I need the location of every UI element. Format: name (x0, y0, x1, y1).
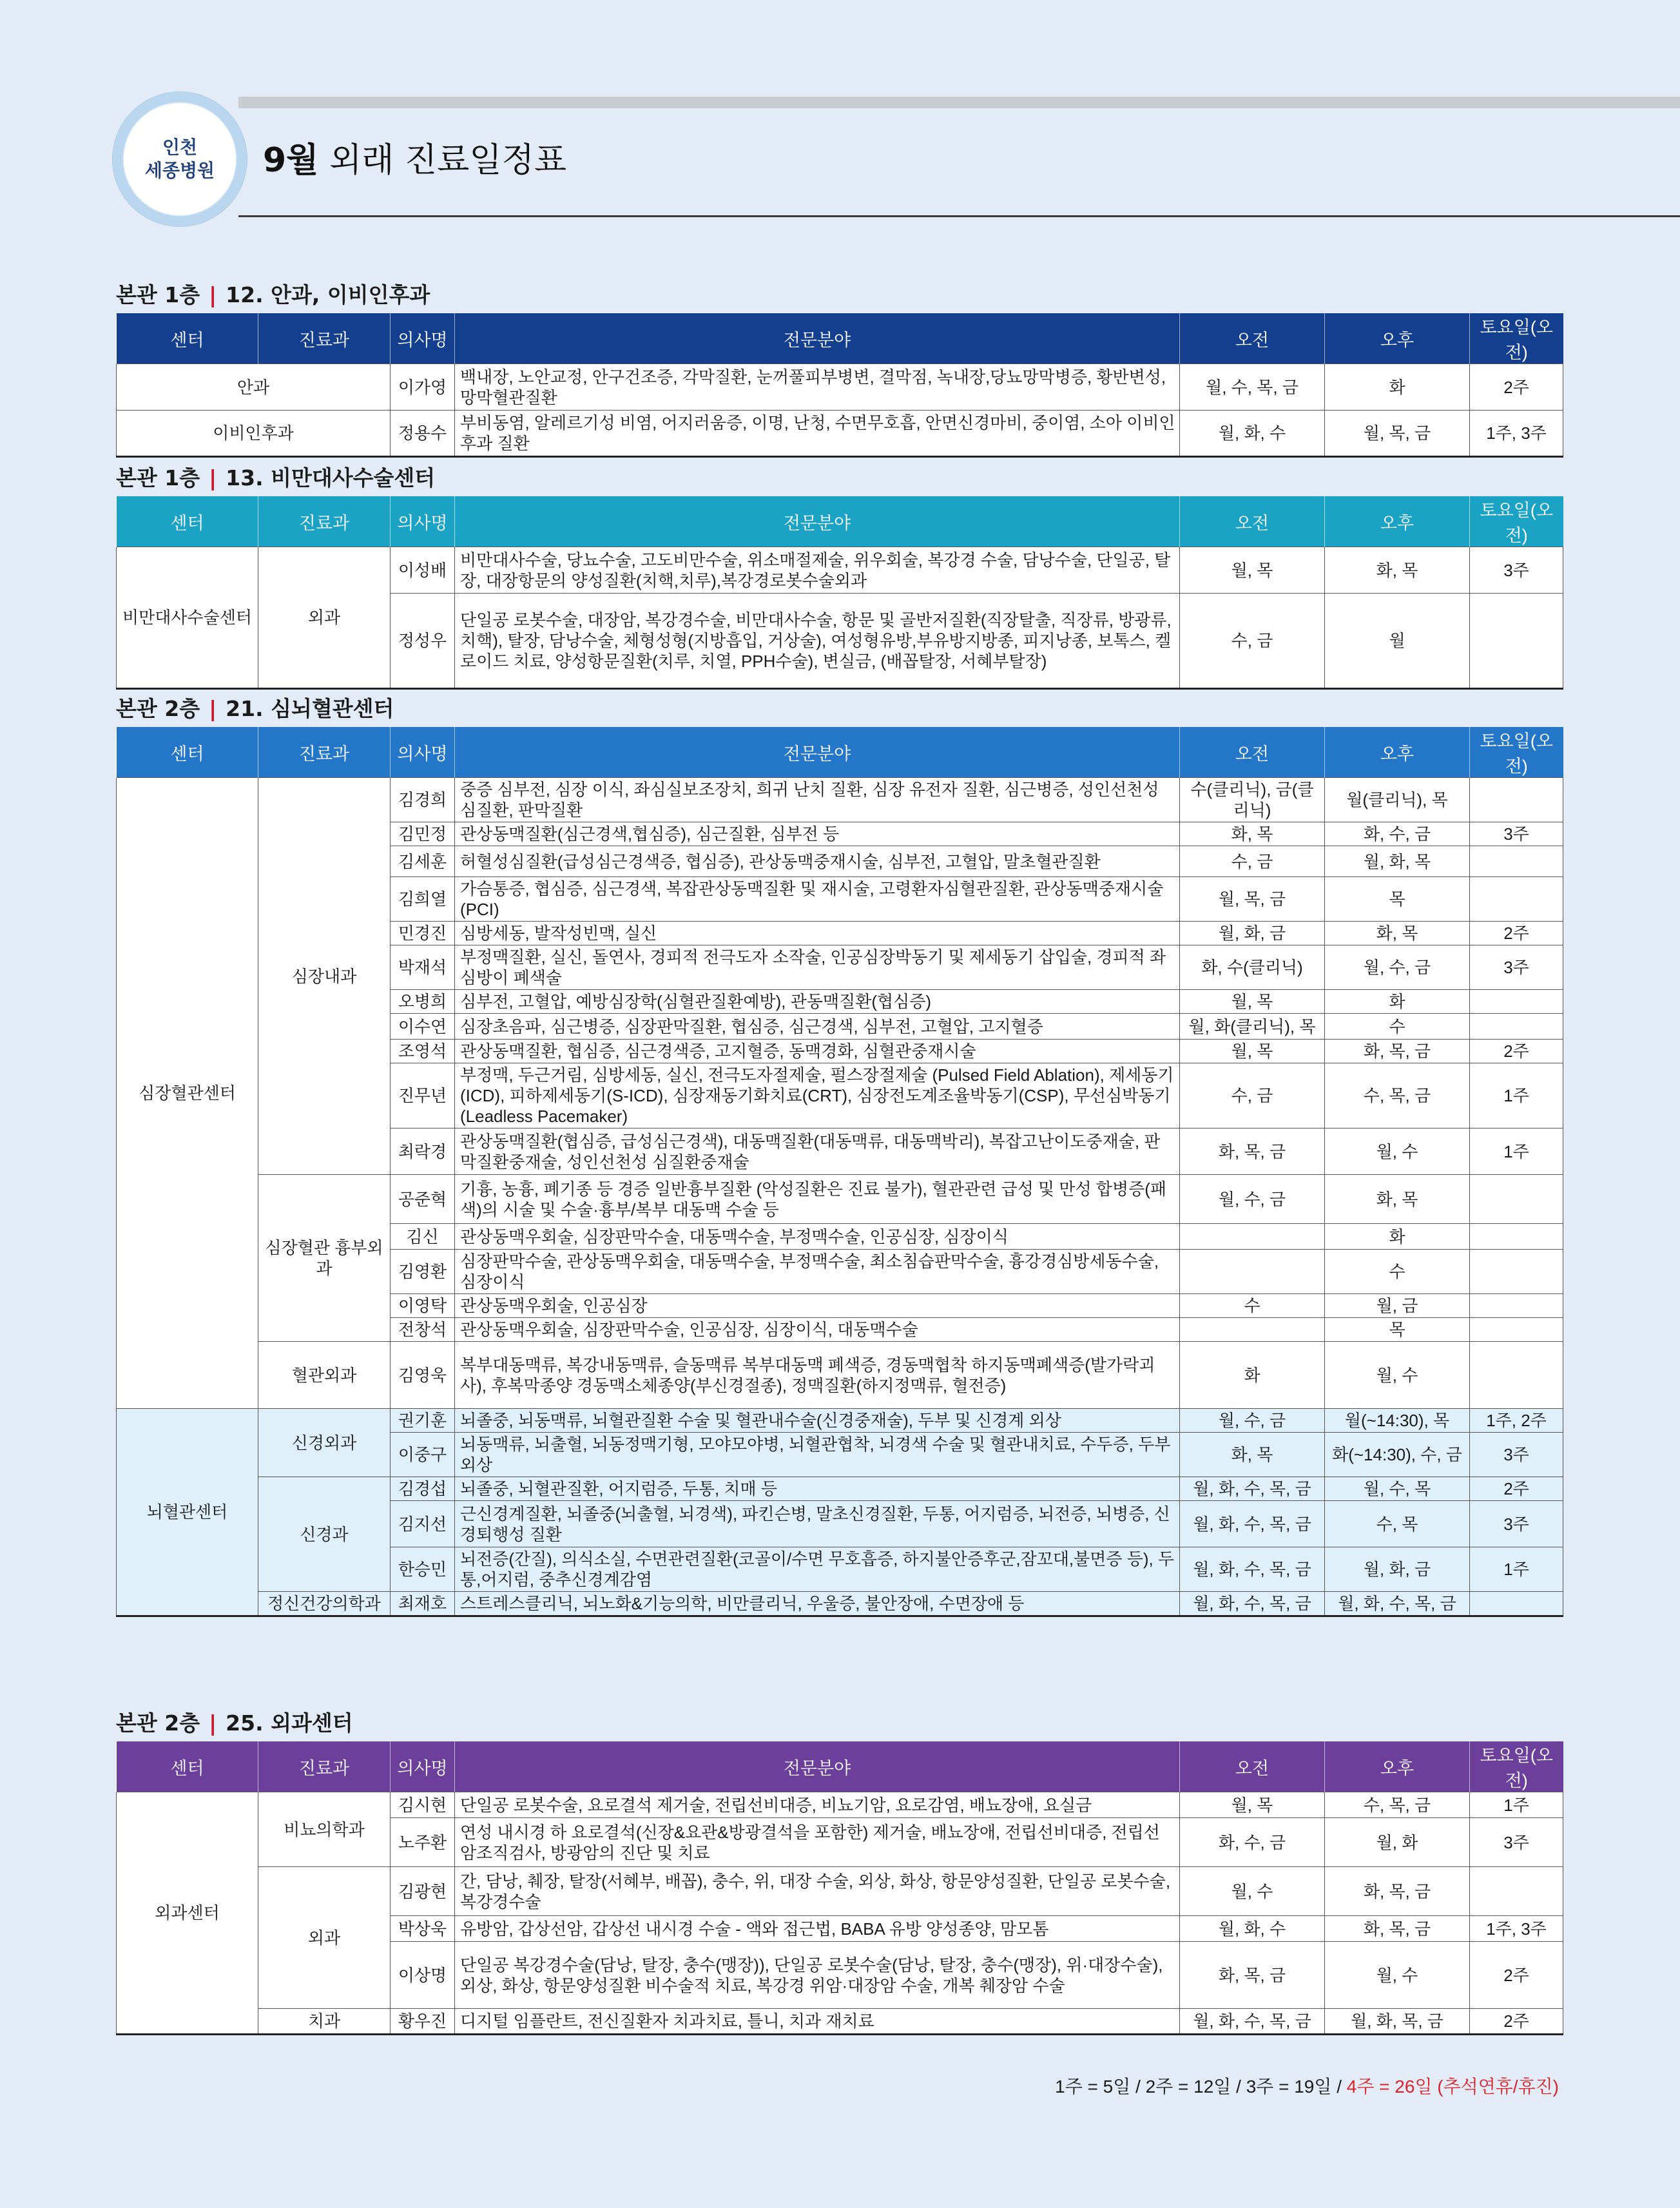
am-cell: 화, 목, 금 (1180, 1128, 1325, 1175)
am-cell: 월, 목 (1180, 547, 1325, 594)
spec-cell: 심장초음파, 심근병증, 심장판막질환, 협심증, 심근경색, 심부전, 고혈압, 고지혈증 (455, 1014, 1180, 1040)
spec-cell: 단일공 복강경수술(담낭, 탈장, 충수(맹장)), 단일공 로봇수술(담낭, 탈장, 충수(맹장), 위·대장수술), 외상, 화상, 항문양성질환 비수술적 치료, 복강경 위암·대장암 수술, 개복 췌장암 수술 (455, 1942, 1180, 2009)
table-row (117, 778, 1563, 822)
spec-cell: 복부대동맥류, 복강내동맥류, 슬동맥류 복부대동맥 폐색증, 경동맥협착 하지동맥폐색증(발가락괴사), 후복막종양 경동맥소체종양(부신경절종), 정맥질환(하지정맥류, 혈전증) (455, 1342, 1180, 1409)
doctor-cell: 전창석 (391, 1318, 455, 1342)
am-cell: 월, 목 (1180, 1040, 1325, 1063)
col-header-dept: 진료과 (258, 1741, 391, 1792)
am-cell: 화 (1180, 1342, 1325, 1409)
sat-cell: 1주 (1470, 1547, 1563, 1592)
table-body (117, 547, 1563, 689)
doctor-cell: 정성우 (391, 594, 455, 689)
am-cell: 수(클리닉), 금(클리닉) (1180, 778, 1325, 822)
table-row (117, 1592, 1563, 1616)
spec-cell: 단일공 로봇수술, 요로결석 제거술, 전립선비대증, 비뇨기암, 요로감염, 배뇨장애, 요실금 (455, 1792, 1180, 1818)
sat-cell (1470, 1592, 1563, 1616)
doctor-cell: 이성배 (391, 547, 455, 594)
pm-cell: 월, 화, 수, 목, 금 (1325, 1592, 1470, 1616)
spec-cell: 관상동맥우회술, 심장판막수술, 인공심장, 심장이식, 대동맥수술 (455, 1318, 1180, 1342)
doctor-cell: 이수연 (391, 1014, 455, 1040)
doctor-cell: 권기훈 (391, 1409, 455, 1433)
dept-cell: 외과 (258, 1867, 391, 2009)
pm-cell: 화 (1325, 990, 1470, 1014)
dept-cell: 안과 (117, 364, 391, 411)
dept-cell: 정신건강의학과 (258, 1592, 391, 1616)
section-13 (116, 460, 1563, 690)
col-header-sat: 토요일(오전) (1470, 496, 1563, 547)
doctor-cell: 진무년 (391, 1063, 455, 1128)
doctor-cell: 박재석 (391, 945, 455, 990)
doctor-cell: 정용수 (391, 411, 455, 457)
am-cell: 수, 금 (1180, 1063, 1325, 1128)
spec-cell: 스트레스클리닉, 뇌노화&기능의학, 비만클리닉, 우울증, 불안장애, 수면장애 등 (455, 1592, 1180, 1616)
doctor-cell: 황우진 (391, 2009, 455, 2035)
schedule-table-12 (116, 313, 1563, 458)
section-heading: 본관 2층 | 25. 외과센터 (116, 1710, 353, 1736)
spec-cell: 비만대사수술, 당뇨수술, 고도비만수술, 위소매절제술, 위우회술, 복강경 수술, 담낭수술, 단일공, 탈장, 대장항문의 양성질환(치핵,치루),복강경로봇수술외과 (455, 547, 1180, 594)
pm-cell: 화, 목 (1325, 1175, 1470, 1224)
doctor-cell: 김지선 (391, 1501, 455, 1547)
center-cell: 심장혈관센터 (117, 778, 258, 1409)
am-cell (1180, 1318, 1325, 1342)
pm-cell: 월 (1325, 594, 1470, 689)
legend-holiday-text: 4주 = 26일 (추석연휴/휴진) (1346, 2077, 1559, 2097)
sat-cell: 3주 (1470, 1818, 1563, 1867)
section-heading: 본관 1층 | 13. 비만대사수술센터 (116, 465, 436, 490)
col-header-sat: 토요일(오전) (1470, 313, 1563, 364)
pm-cell: 수, 목 (1325, 1501, 1470, 1547)
col-header-dept: 진료과 (258, 496, 391, 547)
page-title (263, 133, 566, 181)
table-header (117, 1741, 1563, 1792)
spec-cell: 관상동맥질환(협심증, 급성심근경색), 대동맥질환(대동맥류, 대동맥박리), 복잡고난이도중재술, 판막질환중재술, 성인선천성 심질환중재술 (455, 1128, 1180, 1175)
hospital-badge (112, 92, 247, 227)
pm-cell: 화, 목, 금 (1325, 1040, 1470, 1063)
doctor-cell: 김신 (391, 1224, 455, 1250)
doctor-cell: 박상욱 (391, 1916, 455, 1942)
sat-cell: 3주 (1470, 822, 1563, 846)
am-cell: 월, 목 (1180, 1792, 1325, 1818)
am-cell: 월, 목 (1180, 990, 1325, 1014)
pm-cell: 수, 목, 금 (1325, 1063, 1470, 1128)
center-cell: 비만대사수술센터 (117, 547, 258, 689)
pm-cell: 월, 수 (1325, 1342, 1470, 1409)
table-row (117, 364, 1563, 411)
spec-cell: 뇌전증(간질), 의식소실, 수면관련질환(코골이/수면 무호흡증, 하지불안증후군,잠꼬대,불면증 등), 두통,어지럼, 중추신경계감염 (455, 1547, 1180, 1592)
doctor-cell: 최락경 (391, 1128, 455, 1175)
pm-cell: 목 (1325, 877, 1470, 922)
am-cell: 월, 화, 수, 목, 금 (1180, 1592, 1325, 1616)
sat-cell (1470, 1175, 1563, 1224)
pm-cell: 수 (1325, 1014, 1470, 1040)
sat-cell: 3주 (1470, 945, 1563, 990)
col-header-sat: 토요일(오전) (1470, 1741, 1563, 1792)
am-cell (1180, 1224, 1325, 1250)
doctor-cell: 노주환 (391, 1818, 455, 1867)
dept-cell: 심장내과 (258, 778, 391, 1175)
doctor-cell: 오병희 (391, 990, 455, 1014)
spec-cell: 부비동염, 알레르기성 비염, 어지러움증, 이명, 난청, 수면무호흡, 안면신경마비, 중이염, 소아 이비인후과 질환 (455, 411, 1180, 457)
pm-cell: 목 (1325, 1318, 1470, 1342)
center-cell: 외과센터 (117, 1792, 258, 2035)
am-cell (1180, 1250, 1325, 1294)
col-header-pm: 오후 (1325, 727, 1470, 778)
sat-cell: 2주 (1470, 1477, 1563, 1501)
dept-cell: 비뇨의학과 (258, 1792, 391, 1867)
table-row (117, 1792, 1563, 1818)
am-cell: 화, 수(클리닉) (1180, 945, 1325, 990)
doctor-cell: 김광현 (391, 1867, 455, 1916)
am-cell: 월, 화, 수, 목, 금 (1180, 1477, 1325, 1501)
pm-cell: 월, 금 (1325, 1294, 1470, 1318)
doctor-cell: 김시현 (391, 1792, 455, 1818)
col-header-am: 오전 (1180, 313, 1325, 364)
spec-cell: 허혈성심질환(급성심근경색증, 협심증), 관상동맥중재시술, 심부전, 고혈압, 말초혈관질환 (455, 846, 1180, 877)
pm-cell: 월, 화, 금 (1325, 1547, 1470, 1592)
sat-cell: 1주, 2주 (1470, 1409, 1563, 1433)
spec-cell: 가슴통증, 협심증, 심근경색, 복잡관상동맥질환 및 재시술, 고령환자심혈관질환, 관상동맥중재시술(PCI) (455, 877, 1180, 922)
table-body (117, 778, 1563, 1616)
doctor-cell: 김경섭 (391, 1477, 455, 1501)
spec-cell: 부정맥, 두근거림, 심방세동, 실신, 전극도자절제술, 펄스장절제술 (Pulsed Field Ablation), 제세동기(ICD), 피하제세동기(S-ICD), 심장재동기화치료(CRT), 심장전도계조율박동기(CSP), 무선심박동기(Leadless Pacemaker) (455, 1063, 1180, 1128)
col-header-dept: 진료과 (258, 313, 391, 364)
schedule-table-25 (116, 1741, 1563, 2035)
spec-cell: 뇌졸중, 뇌혈관질환, 어지럼증, 두통, 치매 등 (455, 1477, 1180, 1501)
doctor-cell: 이가영 (391, 364, 455, 411)
table-header (117, 313, 1563, 364)
pm-cell: 수, 목, 금 (1325, 1792, 1470, 1818)
sat-cell: 2주 (1470, 1040, 1563, 1063)
pm-cell: 월, 수 (1325, 1942, 1470, 2009)
table-row (117, 1867, 1563, 1916)
spec-cell: 심장판막수술, 관상동맥우회술, 대동맥수술, 부정맥수술, 최소침습판막수술, 흉강경심방세동수술, 심장이식 (455, 1250, 1180, 1294)
am-cell: 수, 금 (1180, 846, 1325, 877)
sat-cell (1470, 990, 1563, 1014)
doctor-cell: 김민정 (391, 822, 455, 846)
legend-text: 1주 = 5일 / 2주 = 12일 / 3주 = 19일 / (1055, 2077, 1347, 2097)
doctor-cell: 최재호 (391, 1592, 455, 1616)
spec-cell: 간, 담낭, 췌장, 탈장(서혜부, 배꼽), 충수, 위, 대장 수술, 외상, 화상, 항문양성질환, 단일공 로봇수술, 복강경수술 (455, 1867, 1180, 1916)
section-21 (116, 691, 1563, 1617)
spec-cell: 부정맥질환, 실신, 돌연사, 경피적 전극도자 소작술, 인공심장박동기 및 제세동기 삽입술, 경피적 좌심방이 폐색술 (455, 945, 1180, 990)
am-cell: 월, 화, 수, 목, 금 (1180, 2009, 1325, 2035)
col-header-doctor: 의사명 (391, 727, 455, 778)
am-cell: 월, 수, 금 (1180, 1409, 1325, 1433)
doctor-cell: 공준혁 (391, 1175, 455, 1224)
header-bar (238, 97, 1680, 108)
doctor-cell: 김영욱 (391, 1342, 455, 1409)
spec-cell: 연성 내시경 하 요로결석(신장&요관&방광결석을 포함한) 제거술, 배뇨장애, 전립선비대증, 전립선암조직검사, 방광암의 진단 및 치료 (455, 1818, 1180, 1867)
am-cell: 월, 화, 수 (1180, 1916, 1325, 1942)
sat-cell (1470, 778, 1563, 822)
col-header-spec: 전문분야 (455, 727, 1180, 778)
doctor-cell: 김세훈 (391, 846, 455, 877)
col-header-dept: 진료과 (258, 727, 391, 778)
sat-cell (1470, 1318, 1563, 1342)
am-cell: 월, 목, 금 (1180, 877, 1325, 922)
sat-cell (1470, 877, 1563, 922)
table-row (117, 1342, 1563, 1409)
schedule-table-21 (116, 727, 1563, 1617)
schedule-table-13 (116, 496, 1563, 690)
pm-cell: 화, 목, 금 (1325, 1867, 1470, 1916)
sat-cell (1470, 1342, 1563, 1409)
pm-cell: 화 (1325, 364, 1470, 411)
table-row (117, 547, 1563, 594)
am-cell: 수 (1180, 1294, 1325, 1318)
dept-cell: 심장혈관 흉부외과 (258, 1175, 391, 1342)
center-cell: 뇌혈관센터 (117, 1409, 258, 1616)
pm-cell: 월, 화 (1325, 1818, 1470, 1867)
sat-cell: 3주 (1470, 1501, 1563, 1547)
section-heading: 본관 2층 | 21. 심뇌혈관센터 (116, 696, 394, 721)
sat-cell (1470, 1867, 1563, 1916)
am-cell: 월, 수 (1180, 1867, 1325, 1916)
spec-cell: 근신경계질환, 뇌졸중(뇌출혈, 뇌경색), 파킨슨병, 말초신경질환, 두통, 어지럼증, 뇌전증, 뇌병증, 신경퇴행성 질환 (455, 1501, 1180, 1547)
sat-cell (1470, 1224, 1563, 1250)
doctor-cell: 이상명 (391, 1942, 455, 2009)
table-row (117, 1477, 1563, 1501)
table-row (117, 2009, 1563, 2035)
pm-cell: 월, 화, 목, 금 (1325, 2009, 1470, 2035)
am-cell: 화, 목 (1180, 1433, 1325, 1477)
col-header-doctor: 의사명 (391, 496, 455, 547)
title-underline (238, 215, 1680, 217)
am-cell: 화, 목, 금 (1180, 1942, 1325, 2009)
sat-cell (1470, 594, 1563, 689)
col-header-center: 센터 (117, 313, 258, 364)
doctor-cell: 민경진 (391, 922, 455, 945)
pm-cell: 월, 수, 금 (1325, 945, 1470, 990)
am-cell: 월, 화, 금 (1180, 922, 1325, 945)
table-header (117, 727, 1563, 778)
dept-cell: 신경외과 (258, 1409, 391, 1477)
sat-cell (1470, 1250, 1563, 1294)
dept-cell: 이비인후과 (117, 411, 391, 457)
col-header-pm: 오후 (1325, 313, 1470, 364)
am-cell: 월, 수, 목, 금 (1180, 364, 1325, 411)
spec-cell: 관상동맥우회술, 심장판막수술, 대동맥수술, 부정맥수술, 인공심장, 심장이식 (455, 1224, 1180, 1250)
pm-cell: 화 (1325, 1224, 1470, 1250)
sat-cell: 1주 (1470, 1792, 1563, 1818)
spec-cell: 뇌동맥류, 뇌출혈, 뇌동정맥기형, 모야모야병, 뇌혈관협착, 뇌경색 수술 및 혈관내치료, 수두증, 두부외상 (455, 1433, 1180, 1477)
dept-cell: 치과 (258, 2009, 391, 2035)
table-row (117, 1409, 1563, 1433)
am-cell: 수, 금 (1180, 594, 1325, 689)
sat-cell: 2주 (1470, 922, 1563, 945)
pm-cell: 화, 목 (1325, 922, 1470, 945)
col-header-spec: 전문분야 (455, 313, 1180, 364)
table-body (117, 364, 1563, 457)
am-cell: 월, 화(클리닉), 목 (1180, 1014, 1325, 1040)
sat-cell: 3주 (1470, 547, 1563, 594)
col-header-doctor: 의사명 (391, 313, 455, 364)
col-header-am: 오전 (1180, 496, 1325, 547)
title-rest: 외래 진료일정표 (318, 141, 567, 180)
spec-cell: 백내장, 노안교정, 안구건조증, 각막질환, 눈꺼풀피부병변, 결막점, 녹내장,당뇨망막병증, 황반변성, 망막혈관질환 (455, 364, 1180, 411)
sat-cell: 2주 (1470, 364, 1563, 411)
doctor-cell: 이영탁 (391, 1294, 455, 1318)
dept-cell: 외과 (258, 547, 391, 689)
col-header-center: 센터 (117, 496, 258, 547)
am-cell: 월, 수, 금 (1180, 1175, 1325, 1224)
col-header-sat: 토요일(오전) (1470, 727, 1563, 778)
sat-cell: 1주, 3주 (1470, 411, 1563, 457)
am-cell: 월, 화, 수 (1180, 411, 1325, 457)
am-cell: 화, 목 (1180, 822, 1325, 846)
col-header-pm: 오후 (1325, 496, 1470, 547)
col-header-doctor: 의사명 (391, 1741, 455, 1792)
spec-cell: 유방암, 갑상선암, 갑상선 내시경 수술 - 액와 접근법, BABA 유방 양성종양, 맘모톰 (455, 1916, 1180, 1942)
spec-cell: 심부전, 고혈압, 예방심장학(심혈관질환예방), 관동맥질환(협심증) (455, 990, 1180, 1014)
pm-cell: 화(~14:30), 수, 금 (1325, 1433, 1470, 1477)
spec-cell: 디지털 임플란트, 전신질환자 치과치료, 틀니, 치과 재치료 (455, 2009, 1180, 2035)
doctor-cell: 한승민 (391, 1547, 455, 1592)
dept-cell: 신경과 (258, 1477, 391, 1592)
pm-cell: 화, 목 (1325, 547, 1470, 594)
sat-cell: 3주 (1470, 1433, 1563, 1477)
spec-cell: 관상동맥질환, 협심증, 심근경색증, 고지혈증, 동맥경화, 심혈관중재시술 (455, 1040, 1180, 1063)
am-cell: 월, 화, 수, 목, 금 (1180, 1501, 1325, 1547)
pm-cell: 수 (1325, 1250, 1470, 1294)
table-row (117, 411, 1563, 457)
spec-cell: 심방세동, 발작성빈맥, 실신 (455, 922, 1180, 945)
pm-cell: 화, 목, 금 (1325, 1916, 1470, 1942)
col-header-center: 센터 (117, 1741, 258, 1792)
doctor-cell: 조영석 (391, 1040, 455, 1063)
pm-cell: 월, 목, 금 (1325, 411, 1470, 457)
col-header-am: 오전 (1180, 727, 1325, 778)
doctor-cell: 김경희 (391, 778, 455, 822)
spec-cell: 관상동맥우회술, 인공심장 (455, 1294, 1180, 1318)
col-header-center: 센터 (117, 727, 258, 778)
spec-cell: 단일공 로봇수술, 대장암, 복강경수술, 비만대사수술, 항문 및 골반저질환(직장탈출, 직장류, 방광류, 치핵), 탈장, 담낭수술, 체형성형(지방흡입, 거상술), 여성형유방,부유방지방종, 피지낭종, 보톡스, 켈로이드 치료, 양성항문질환(치루, 치열, PPH수술), 변실금, (배꼽탈장, 서혜부탈장) (455, 594, 1180, 689)
doctor-cell: 김영환 (391, 1250, 455, 1294)
sat-cell (1470, 1014, 1563, 1040)
spec-cell: 기흉, 농흉, 폐기종 등 경증 일반흉부질환 (악성질환은 진료 불가), 혈관관련 급성 및 만성 합병증(패색)의 시술 및 수술·흉부/복부 대동맥 수술 등 (455, 1175, 1180, 1224)
sat-cell: 2주 (1470, 2009, 1563, 2035)
sat-cell: 2주 (1470, 1942, 1563, 2009)
section-12 (116, 277, 1563, 458)
table-row (117, 1175, 1563, 1224)
dept-cell: 혈관외과 (258, 1342, 391, 1409)
am-cell: 월, 화, 수, 목, 금 (1180, 1547, 1325, 1592)
spec-cell: 중증 심부전, 심장 이식, 좌심실보조장치, 희귀 난치 질환, 심장 유전자 질환, 심근병증, 성인선천성 심질환, 판막질환 (455, 778, 1180, 822)
title-month: 9월 (263, 141, 319, 180)
pm-cell: 월, 수, 목 (1325, 1477, 1470, 1501)
doctor-cell: 김희열 (391, 877, 455, 922)
spec-cell: 관상동맥질환(심근경색,협심증), 심근질환, 심부전 등 (455, 822, 1180, 846)
col-header-spec: 전문분야 (455, 1741, 1180, 1792)
table-body (117, 1792, 1563, 2035)
col-header-am: 오전 (1180, 1741, 1325, 1792)
sat-cell: 1주, 3주 (1470, 1916, 1563, 1942)
col-header-pm: 오후 (1325, 1741, 1470, 1792)
pm-cell: 월(~14:30), 목 (1325, 1409, 1470, 1433)
badge-line2: 세종병원 (144, 160, 215, 181)
col-header-spec: 전문분야 (455, 496, 1180, 547)
sat-cell: 1주 (1470, 1063, 1563, 1128)
sat-cell: 1주 (1470, 1128, 1563, 1175)
am-cell: 화, 수, 금 (1180, 1818, 1325, 1867)
pm-cell: 월(클리닉), 목 (1325, 778, 1470, 822)
spec-cell: 뇌졸중, 뇌동맥류, 뇌혈관질환 수술 및 혈관내수술(신경중재술), 두부 및 신경계 외상 (455, 1409, 1180, 1433)
sat-cell (1470, 846, 1563, 877)
pm-cell: 화, 수, 금 (1325, 822, 1470, 846)
table-header (117, 496, 1563, 547)
doctor-cell: 이중구 (391, 1433, 455, 1477)
week-legend (1055, 2073, 1559, 2098)
badge-line1: 인천 (162, 137, 198, 158)
sat-cell (1470, 1294, 1563, 1318)
pm-cell: 월, 화, 목 (1325, 846, 1470, 877)
section-25 (116, 1705, 1563, 2035)
section-heading: 본관 1층 | 12. 안과, 이비인후과 (116, 282, 430, 307)
pm-cell: 월, 수 (1325, 1128, 1470, 1175)
